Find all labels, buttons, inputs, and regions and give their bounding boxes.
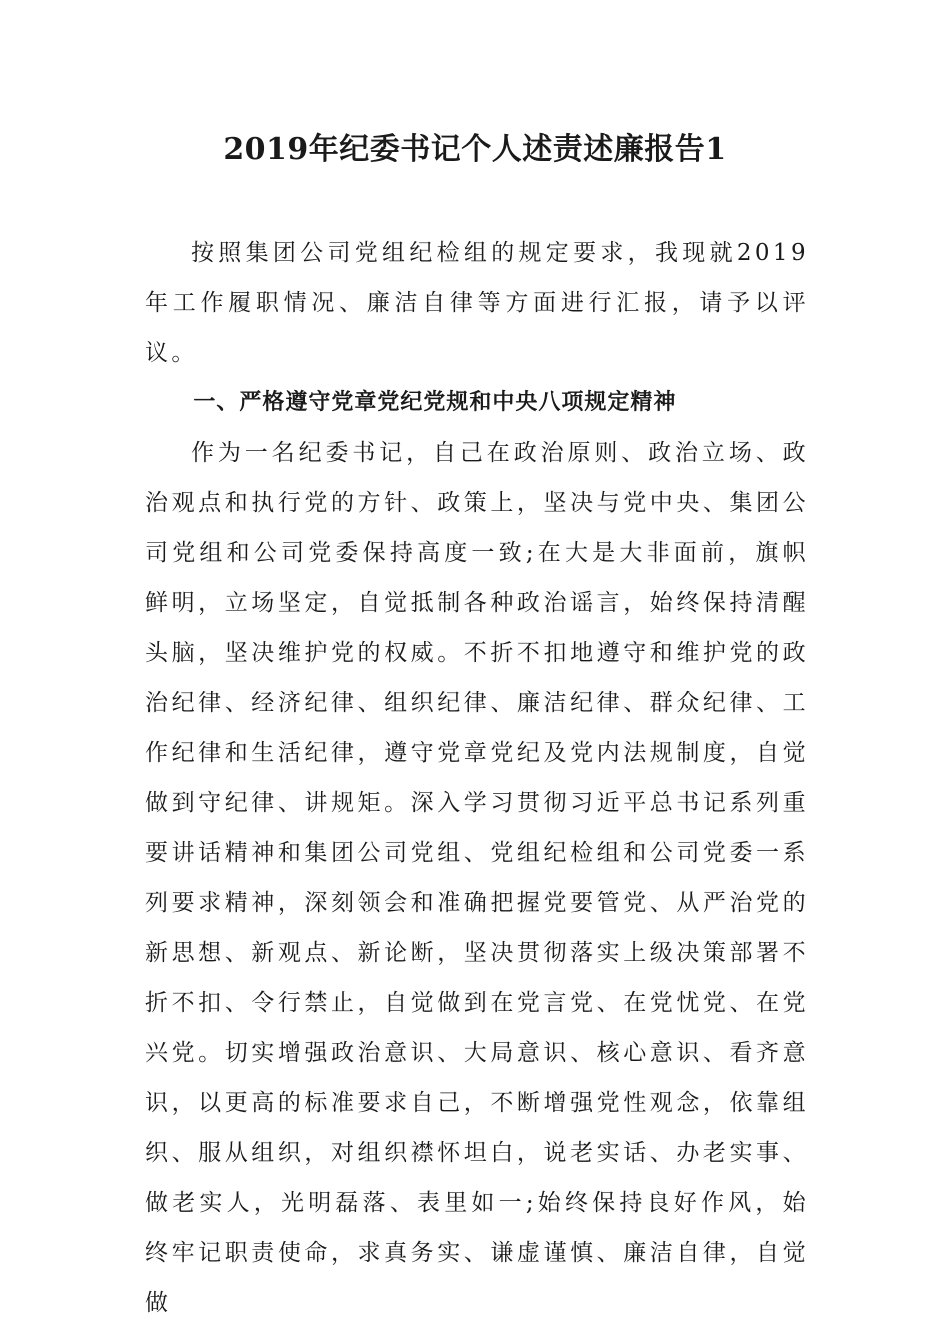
document-body [145, 228, 809, 1328]
intro-paragraph: 按照集团公司党组纪检组的规定要求，我现就2019年工作履职情况、廉洁自律等方面进行汇报，请予以评议。 [145, 240, 809, 366]
document-title: 2019年纪委书记个人述责述廉报告1 [223, 132, 727, 167]
section-heading: 一、严格遵守党章党纪党规和中央八项规定精神 [193, 390, 677, 415]
section-paragraph: 作为一名纪委书记，自己在政治原则、政治立场、政治观点和执行党的方针、政策上，坚决与党中央、集团公司党组和公司党委保持高度一致;在大是大非面前，旗帜鲜明，立场坚定，自觉抵制各种政治谣言，始终保持清醒头脑，坚决维护党的权威。不折不扣地遵守和维护党的政治纪律、经济纪律、组织纪律、廉洁纪律、群众纪律、工作纪律和生活纪律，遵守党章党纪及党内法规制度，自觉做到守纪律、讲规矩。深入学习贯彻习近平总书记系列重要讲话精神和集团公司党组、党组纪检组和公司党委一系列要求精神，深刻领会和准确把握党要管党、从严治党的新思想、新观点、新论断，坚决贯彻落实上级决策部署不折不扣、令行禁止，自觉做到在党言党、在党忧党、在党兴党。切实增强政治意识、大局意识、核心意识、看齐意识，以更高的标准要求自己，不断增强党性观念，依靠组织、服从组织，对组织襟怀坦白，说老实话、办老实事、做老实人，光明磊落、表里如一;始终保持良好作风，始终牢记职责使命，求真务实、谦虚谨慎、廉洁自律，自觉做 [145, 440, 809, 1316]
